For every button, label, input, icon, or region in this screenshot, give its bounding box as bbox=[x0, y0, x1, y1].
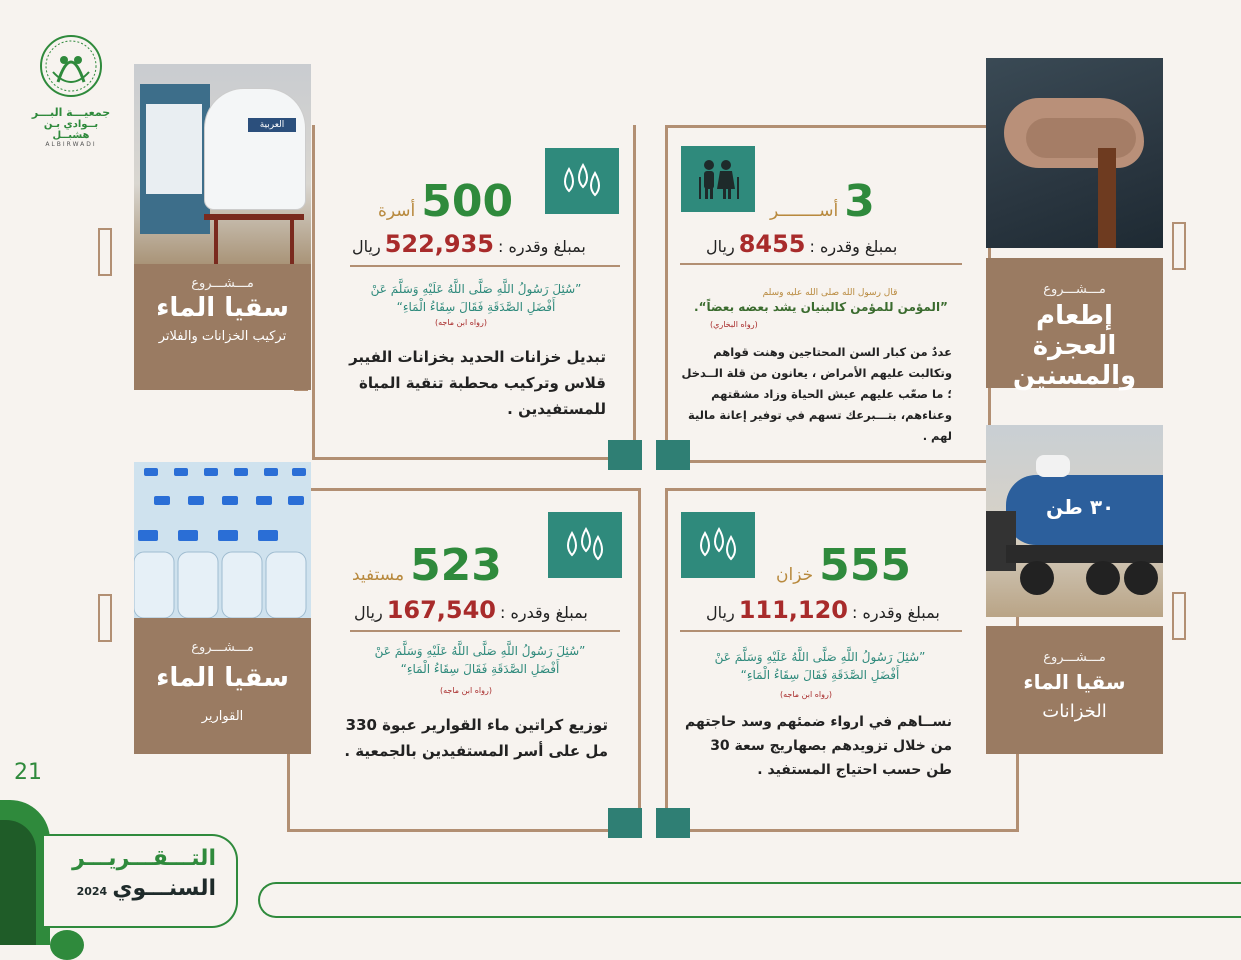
project-label-title: سقيا الماء bbox=[1023, 670, 1126, 694]
project-label-sub: الخزانات bbox=[1042, 701, 1107, 722]
logo-emblem-icon bbox=[28, 32, 114, 102]
hadith-intro: قال رسول الله صلى الله عليه وسلم bbox=[762, 288, 898, 298]
amount-value: 522,935 bbox=[384, 230, 494, 258]
project-description: عددٌ من كبار السن المحتاجين وهنت قواهم وتكالبت عليهم الأمراض ، يعانون من قلة الــدخل ؛ ما صعّب عليهم عيش الحياة وزاد مشقتهم وعناءهم، بتـــبرعك تسهم في توفير إعانة مالية لهم . bbox=[681, 345, 952, 443]
org-name-line1: جمعيـــة البـــر bbox=[31, 106, 111, 119]
elderly-couple-icon bbox=[681, 146, 755, 212]
project-label-title: سقيا الماء bbox=[156, 293, 289, 323]
amount-prefix: بمبلغ وقدره : bbox=[498, 237, 586, 256]
project-label-sub: تركيب الخزانات والفلاتر bbox=[158, 329, 287, 344]
count-unit: مستفيد bbox=[352, 565, 405, 585]
connector-square bbox=[656, 808, 690, 838]
amount-line bbox=[706, 596, 940, 624]
truck-text: ٣٠ طن bbox=[1046, 495, 1115, 519]
amount-line bbox=[354, 596, 588, 624]
beneficiary-count bbox=[770, 176, 875, 227]
bracket-decoration bbox=[98, 228, 112, 276]
divider bbox=[680, 263, 962, 265]
report-year: 2024 bbox=[76, 885, 108, 898]
connector-square bbox=[608, 440, 642, 470]
amount-value: 111,120 bbox=[738, 596, 848, 624]
amount-currency: ريال bbox=[706, 603, 735, 622]
project-label-top-left bbox=[134, 264, 311, 390]
amount-prefix: بمبلغ وقدره : bbox=[809, 237, 898, 256]
org-logo bbox=[28, 32, 114, 148]
elderly-hands-photo bbox=[986, 58, 1163, 248]
project-label-top-right bbox=[986, 258, 1163, 391]
amount-currency: ريال bbox=[352, 237, 381, 256]
project-description: تبديل خزانات الحديد بخزانات الفيبر قلاس وتركيب محطبة تنقية المياة للمستفيدين . bbox=[349, 348, 606, 418]
footer-bottom-circle bbox=[50, 930, 84, 960]
report-title-line1: التـــقـــريـــر bbox=[72, 846, 216, 871]
beneficiary-count bbox=[776, 540, 911, 591]
divider bbox=[680, 630, 962, 632]
count-unit: أسرة bbox=[378, 201, 416, 221]
hadith-reference: (رواه ابن ماجه) bbox=[440, 686, 492, 695]
hadith-quote: ”سُئِلَ رَسُولُ اللَّهِ صَلَّى اللَّهُ عَلَيْهِ وَسَلَّمَ عَنْ أَفْضَلِ الصَّدَقَةِ فَقَالَ سِقَاءُ الْمَاءِ“ bbox=[374, 644, 586, 676]
footer-dark-corner bbox=[0, 820, 36, 945]
hadith-reference: (رواه البخاري) bbox=[710, 320, 758, 329]
beneficiary-count bbox=[352, 540, 502, 591]
count-unit: خزان bbox=[776, 565, 814, 585]
org-name-latin: ALBIRWADI bbox=[45, 141, 97, 148]
project-label-title: سقيا الماء bbox=[156, 663, 289, 693]
connector-square bbox=[608, 808, 642, 838]
hadith-quote: ”المؤمن للمؤمن كالبنيان يشد بعضه بعضاً“. bbox=[694, 300, 948, 314]
org-name-line2: بــوادي بـن هشبــل bbox=[43, 119, 99, 141]
amount-line bbox=[706, 230, 897, 258]
divider bbox=[350, 630, 620, 632]
tank-sign: العربية bbox=[248, 118, 296, 132]
amount-prefix: بمبلغ وقدره : bbox=[500, 603, 588, 622]
count-number: 3 bbox=[844, 176, 875, 227]
bracket-decoration bbox=[1172, 222, 1186, 270]
project-label-small: مـــشـــروع bbox=[1043, 282, 1106, 297]
water-truck-photo bbox=[986, 425, 1163, 617]
water-drops-icon bbox=[548, 512, 622, 578]
page-number: 21 bbox=[14, 760, 42, 785]
project-label-title: إطعام العجزة والمسنين bbox=[1012, 301, 1137, 391]
hadith-reference: (رواه ابن ماجه) bbox=[435, 318, 487, 327]
water-bottles-photo bbox=[134, 462, 311, 618]
footer-bar bbox=[258, 882, 1241, 918]
count-number: 555 bbox=[819, 540, 911, 591]
count-number: 500 bbox=[421, 176, 514, 227]
project-label-small: مـــشـــروع bbox=[191, 640, 254, 655]
water-drops-icon bbox=[681, 512, 755, 578]
hadith-quote: ”سُئِلَ رَسُولُ اللَّهِ صَلَّى اللَّهُ عَلَيْهِ وَسَلَّمَ عَنْ أَفْضَلِ الصَّدَقَةِ فَقَالَ سِقَاءُ الْمَاءِ“ bbox=[714, 650, 926, 682]
count-unit: أســــــــر bbox=[770, 201, 839, 221]
amount-currency: ريال bbox=[706, 237, 735, 256]
amount-line bbox=[352, 230, 586, 258]
water-tank-photo bbox=[134, 64, 311, 264]
amount-prefix: بمبلغ وقدره : bbox=[852, 603, 940, 622]
project-label-bottom-right bbox=[986, 626, 1163, 754]
report-title-word: السنـــوي bbox=[112, 876, 216, 901]
project-description: توزيع كراتين ماء القوارير عبوة 330 مل على أسر المستفيدين بالجمعية . bbox=[344, 716, 608, 760]
bracket-decoration bbox=[98, 594, 112, 642]
amount-currency: ريال bbox=[354, 603, 383, 622]
divider bbox=[350, 265, 620, 267]
amount-value: 167,540 bbox=[386, 596, 496, 624]
project-description: نســاهم في ارواء ضمئهم وسد حاجتهم من خلال تزويدهم بصهاريج سعة 30 طن حسب احتياج المستفيد . bbox=[684, 714, 952, 778]
project-label-sub: القوارير bbox=[201, 709, 244, 724]
bracket-decoration bbox=[1172, 592, 1186, 640]
count-number: 523 bbox=[410, 540, 502, 591]
hadith-reference: (رواه ابن ماجه) bbox=[780, 690, 832, 699]
beneficiary-count bbox=[378, 176, 513, 227]
project-label-bottom-left bbox=[134, 618, 311, 754]
project-label-small: مـــشـــروع bbox=[191, 276, 254, 291]
hadith-quote: ”سُئِلَ رَسُولُ اللَّهِ صَلَّى اللَّهُ عَلَيْهِ وَسَلَّمَ عَنْ أَفْضَلِ الصَّدَقَةِ فَقَالَ سِقَاءُ الْمَاءِ“ bbox=[370, 282, 582, 314]
water-drops-icon bbox=[545, 148, 619, 214]
project-label-small: مـــشـــروع bbox=[1043, 650, 1106, 665]
amount-value: 8455 bbox=[738, 230, 806, 258]
report-title-line2 bbox=[76, 876, 216, 901]
